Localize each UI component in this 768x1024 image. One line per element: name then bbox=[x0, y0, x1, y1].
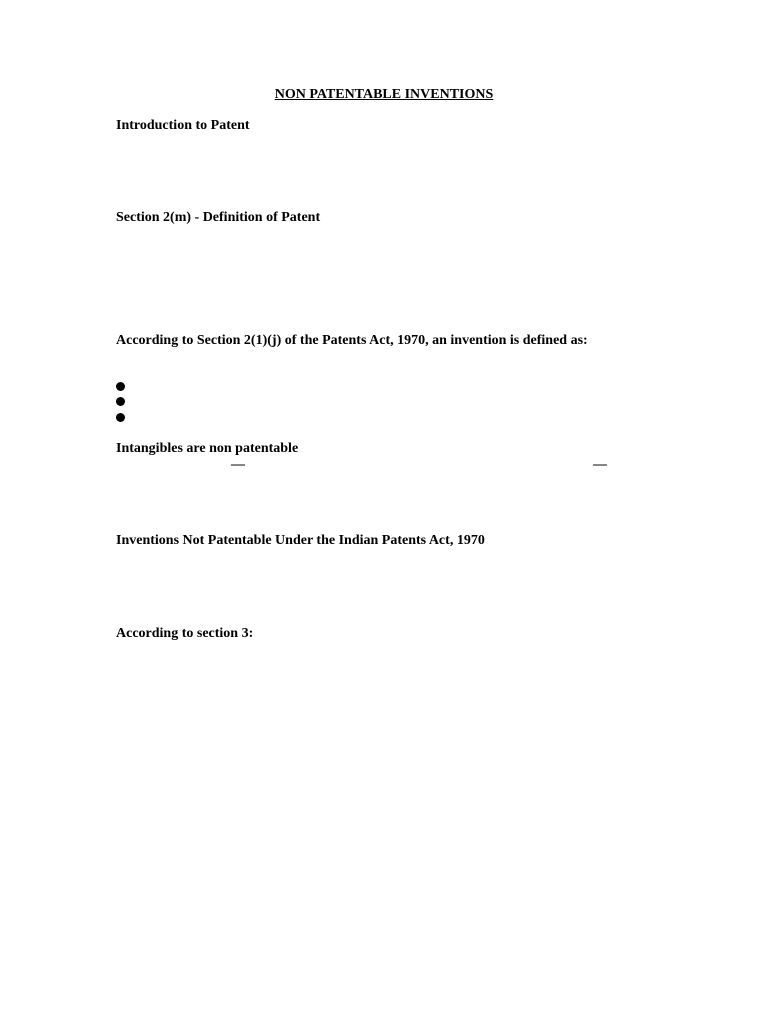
heading-invention-definition: According to Section 2(1)(j) of the Patents Act, 1970, an invention is defined as: bbox=[116, 333, 588, 348]
heading-definition-of-patent: Section 2(m) - Definition of Patent bbox=[116, 210, 321, 225]
heading-introduction-to-patent: Introduction to Patent bbox=[116, 118, 250, 133]
dash-mark: — bbox=[231, 457, 245, 472]
heading-inventions-not-patentable: Inventions Not Patentable Under the Indian Patents Act, 1970 bbox=[116, 533, 485, 548]
document-title: NON PATENTABLE INVENTIONS bbox=[274, 87, 494, 102]
heading-section-3: According to section 3: bbox=[116, 626, 254, 641]
bullet-point bbox=[116, 413, 125, 422]
heading-intangibles: Intangibles are non patentable bbox=[116, 441, 299, 456]
bullet-point bbox=[116, 382, 125, 391]
bullet-point bbox=[116, 397, 125, 406]
dash-mark: — bbox=[593, 457, 607, 472]
